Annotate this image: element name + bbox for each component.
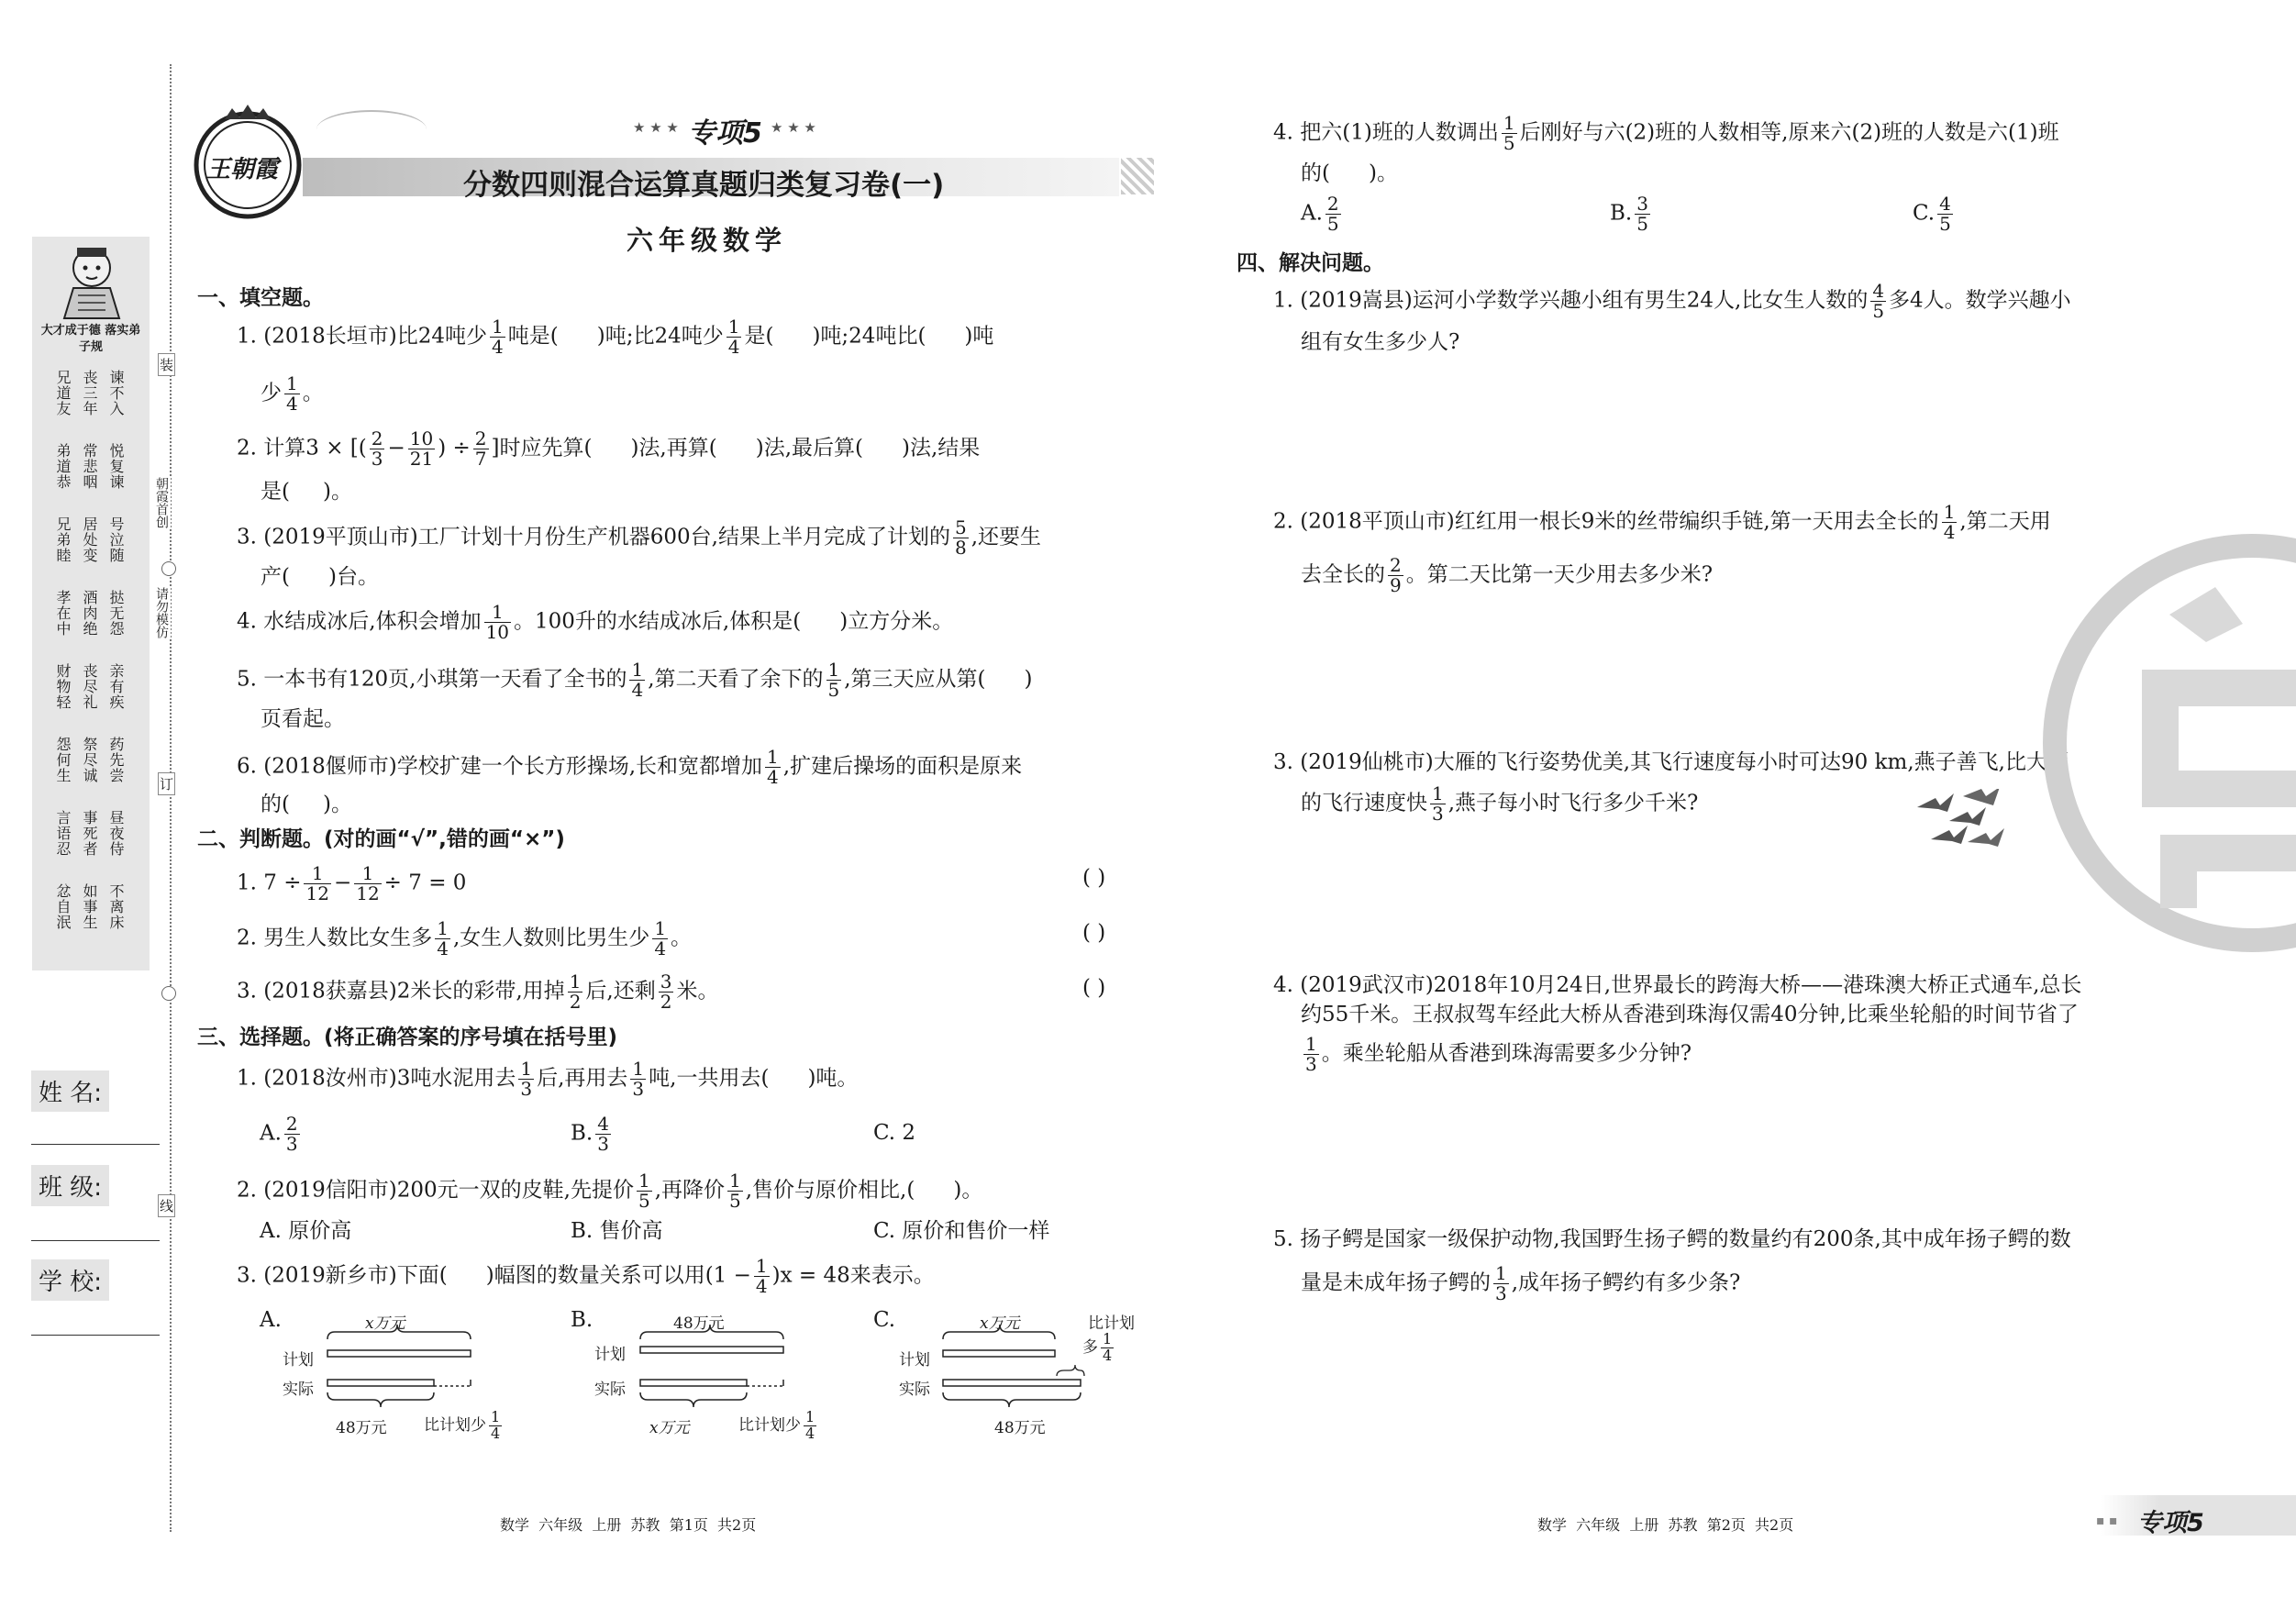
diagram-a-label: A. xyxy=(260,1308,282,1332)
topic-stars-left: ★ ★ ★ xyxy=(633,119,679,136)
poem-col: 如事生 xyxy=(81,883,98,930)
fraction: $\frac{1}{4}$ xyxy=(654,917,667,959)
binding-note: 装 xyxy=(158,353,175,376)
fraction: $\frac{1}{4}$ xyxy=(492,316,504,358)
question-1-6: 6. (2018偃师市)学校扩建一个长方形操场,长和宽都增加 $\frac{1}{4}$ ,扩建后操场的面积是原来 xyxy=(237,746,1023,788)
binding-dotted-line xyxy=(170,64,172,1532)
poem-col: 亲有疾 xyxy=(107,663,125,710)
question-1-4: 4. 水结成冰后,体积会增加 $\frac{1}{10}$ 。100升的水结成冰后,体积是( )立方分米。 xyxy=(237,601,954,643)
question-1-2: 2. 计算3 × [( $\frac{2}{3}$ − $\frac{10}{21}$ ) ÷ $\frac{2}{7}$ ]时应先算( )法,再算( )法,最后算( )法,结果 xyxy=(237,427,981,470)
problem-4-4: 4. (2019武汉市)2018年10月24日,世界最长的跨海大桥——港珠澳大桥正式通车,总长 xyxy=(1273,973,2082,997)
fraction: $\frac{1}{12}$ xyxy=(356,862,380,904)
poem-col: 常悲咽 xyxy=(81,443,98,490)
footer-tab-squares: ▪ ▪ xyxy=(2096,1514,2118,1528)
poem-col: 号泣随 xyxy=(107,516,125,563)
question-3-3: 3. (2019新乡市)下面( )幅图的数量关系可以用(1 − $\frac{1}{4}$ )x = 48来表示。 xyxy=(237,1255,935,1297)
option-c[interactable]: C. $\frac{4}{5}$ xyxy=(1913,193,1951,235)
question-2-1: 1. 7 ÷ $\frac{1}{12}$ − $\frac{1}{12}$ ÷ 7 = 0 xyxy=(237,862,467,904)
poem-col: 怨何生 xyxy=(54,737,72,783)
section-heading: 四、解决问题。 xyxy=(1237,251,1384,275)
poem-col: 孝在中 xyxy=(54,590,72,637)
topic-label: 专项5 xyxy=(688,117,762,150)
question-1-5: 5. 一本书有120页,小琪第一天看了全书的 $\frac{1}{4}$ ,第二天看了余下的 $\frac{1}{5}$ ,第三天应从第( ) xyxy=(237,659,1033,701)
diagram-c-label: C. xyxy=(873,1308,896,1332)
fraction: $\frac{4}{3}$ xyxy=(597,1113,609,1155)
cartoon-image xyxy=(46,240,138,323)
topic-stars-right: ★ ★ ★ xyxy=(771,119,816,136)
poem-col: 悦复谏 xyxy=(107,443,125,490)
fraction: $\frac{1}{4}$ xyxy=(491,1408,501,1442)
fraction: $\frac{4}{5}$ xyxy=(1939,193,1951,235)
question-1-1: 1. (2018长垣市)比24吨少 $\frac{1}{4}$ 吨是( )吨;比24吨少 $\frac{1}{4}$ 是( )吨;24吨比( )吨 xyxy=(237,316,994,358)
footer-left: 数学 六年级 上册 苏教 第1页 共2页 xyxy=(500,1516,757,1534)
fraction: $\frac{1}{5}$ xyxy=(1503,112,1515,154)
school-label: 学 校: xyxy=(31,1259,109,1301)
swallows-illustration xyxy=(1913,789,2013,862)
diagram-c-more: 比计划 xyxy=(1088,1314,1135,1333)
footer-tab: 专项5 xyxy=(2137,1509,2204,1537)
diagram-b-top: 48万元 xyxy=(673,1314,725,1333)
problem-4-2: 2. (2018平顶山市)红红用一根长9米的丝带编织手链,第一天用去全长的 $\frac{1}{4}$ ,第二天用 xyxy=(1273,501,2051,543)
section-heading: 一、填空题。 xyxy=(197,286,324,310)
binding-circle xyxy=(161,561,176,576)
option-b[interactable]: B. 售价高 xyxy=(571,1219,663,1243)
poem-col: 事死者 xyxy=(81,810,98,857)
answer-paren[interactable]: ( ) xyxy=(1082,921,1106,945)
footer-right: 数学 六年级 上册 苏教 第2页 共2页 xyxy=(1537,1516,1794,1534)
fraction: $\frac{1}{4}$ xyxy=(767,746,779,788)
problem-4-4-cont2: $\frac{1}{3}$ 。乘坐轮船从香港到珠海需要多少分钟? xyxy=(1305,1033,1692,1075)
option-c[interactable]: C. 2 xyxy=(873,1121,916,1145)
fraction: $\frac{1}{4}$ xyxy=(631,659,644,701)
fraction: $\frac{1}{4}$ xyxy=(1103,1330,1113,1364)
question-3-1: 1. (2018汝州市)3吨水泥用去 $\frac{1}{3}$ 后,再用去 $\frac{1}{3}$ 吨,一共用去( )吨。 xyxy=(237,1058,859,1100)
fraction: $\frac{2}{3}$ xyxy=(285,1113,298,1155)
problem-4-3-cont: 的飞行速度快 $\frac{1}{3}$ ,燕子每小时飞行多少千米? xyxy=(1301,782,1699,825)
section-heading: 二、判断题。(对的画“√”,错的画“×”) xyxy=(197,827,565,851)
question-3-4-cont: 的( )。 xyxy=(1301,161,1398,185)
poem-col: 财物轻 xyxy=(54,663,72,710)
binding-circle xyxy=(161,986,176,1001)
binding-note: 订 xyxy=(158,772,175,795)
poem-col: 祭尽诚 xyxy=(81,737,98,783)
fraction: $\frac{2}{9}$ xyxy=(1390,554,1402,596)
fraction: $\frac{1}{5}$ xyxy=(729,1170,741,1212)
option-b[interactable]: B. $\frac{3}{5}$ xyxy=(1610,193,1648,235)
fraction: $\frac{1}{4}$ xyxy=(1943,501,1956,543)
poem-col: 弟道恭 xyxy=(54,443,72,490)
question-1-3: 3. (2019平顶山市)工厂计划十月份生产机器600台,结果上半月完成了计划的 $\frac{5}{8}$ ,还要生 xyxy=(237,516,1041,559)
fraction: $\frac{1}{4}$ xyxy=(755,1255,768,1297)
problem-4-5-cont: 量是未成年扬子鳄的 $\frac{1}{3}$ ,成年扬子鳄约有多少条? xyxy=(1301,1262,1741,1304)
fraction: $\frac{1}{5}$ xyxy=(827,659,840,701)
diagram-b-plan: 计划 xyxy=(594,1346,626,1364)
fraction: $\frac{1}{10}$ xyxy=(485,601,510,643)
poem-col: 谏不入 xyxy=(107,370,125,416)
section-heading: 三、选择题。(将正确答案的序号填在括号里) xyxy=(197,1026,618,1049)
poem-col: 挞无怨 xyxy=(107,590,125,637)
diagram-c-top: x万元 xyxy=(980,1314,1020,1333)
diagram-c-more2: 多 $\frac{1}{4}$ xyxy=(1082,1330,1113,1364)
poem-col: 丧三年 xyxy=(81,370,98,416)
poem-col: 不离床 xyxy=(107,883,125,930)
problem-4-5: 5. 扬子鳄是国家一级保护动物,我国野生扬子鳄的数量约有200条,其中成年扬子鳄的数 xyxy=(1273,1227,2071,1251)
problem-4-3: 3. (2019仙桃市)大雁的飞行姿势优美,其飞行速度每小时可达90 km,燕子善飞,比大雁 xyxy=(1273,750,2069,774)
diagram-a-less: 比计划少 $\frac{1}{4}$ xyxy=(424,1408,501,1442)
dot-pattern xyxy=(1121,158,1154,194)
diagram-c-plan: 计划 xyxy=(899,1351,930,1370)
page-title: 分数四则混合运算真题归类复习卷(一) xyxy=(463,169,945,202)
fraction: $\frac{5}{8}$ xyxy=(954,516,967,559)
question-1-2-cont: 是( )。 xyxy=(261,480,352,504)
poem-col: 药先尝 xyxy=(107,737,125,783)
fraction: $\frac{4}{5}$ xyxy=(1872,280,1885,322)
poem-col: 昼夜侍 xyxy=(107,810,125,857)
option-a[interactable]: A. $\frac{2}{5}$ xyxy=(1301,193,1339,235)
binding-note: 朝霞首创 xyxy=(154,477,169,528)
diagram-a-actual: 实际 xyxy=(283,1381,314,1399)
binding-note: 请勿模仿 xyxy=(154,587,169,638)
problem-4-4-cont: 约55千米。王叔叔驾车经此大桥从香港到珠海仅需40分钟,比乘坐轮船的时间节省了 xyxy=(1301,1003,2079,1026)
fraction: $\frac{1}{3}$ xyxy=(632,1058,645,1100)
problem-4-1: 1. (2019嵩县)运河小学数学兴趣小组有男生24人,比女生人数的 $\frac{4}{5}$ 多4人。数学兴趣小 xyxy=(1273,280,2071,322)
question-3-2: 2. (2019信阳市)200元一双的皮鞋,先提价 $\frac{1}{5}$ ,再降价 $\frac{1}{5}$ ,售价与原价相比,( )。 xyxy=(237,1170,983,1212)
poem-col: 兄道友 xyxy=(54,370,72,416)
poem-col: 酒肉绝 xyxy=(81,590,98,637)
option-a[interactable]: A. $\frac{2}{3}$ xyxy=(260,1113,298,1155)
diagram-c-bottom: 48万元 xyxy=(994,1419,1046,1437)
fraction: $\frac{10}{21}$ xyxy=(409,427,434,470)
cartoon-caption: 大才成于德 落实弟子规 xyxy=(40,324,141,354)
problem-4-1-cont: 组有女生多少人? xyxy=(1301,330,1460,354)
diagram-b-actual: 实际 xyxy=(594,1381,626,1399)
fraction: $\frac{1}{3}$ xyxy=(1432,782,1444,825)
page-subtitle: 六年级数学 xyxy=(627,225,788,256)
option-c[interactable]: C. 原价和售价一样 xyxy=(873,1219,1050,1243)
answer-paren[interactable]: ( ) xyxy=(1082,976,1106,1000)
fraction: $\frac{1}{4}$ xyxy=(727,316,740,358)
question-1-3-cont: 产( )台。 xyxy=(261,565,379,589)
diagram-a-bottom: 48万元 xyxy=(336,1419,387,1437)
problem-4-2-cont: 去全长的 $\frac{2}{9}$ 。第二天比第一天少用去多少米? xyxy=(1301,554,1714,596)
diagram-a-lines xyxy=(326,1321,472,1422)
fraction: $\frac{1}{3}$ xyxy=(1305,1033,1317,1075)
option-a[interactable]: A. 原价高 xyxy=(260,1219,352,1243)
diagram-b-label: B. xyxy=(571,1308,593,1332)
question-1-1-cont: 少 $\frac{1}{4}$ 。 xyxy=(261,372,324,415)
fraction: $\frac{1}{3}$ xyxy=(520,1058,533,1100)
fraction: $\frac{2}{7}$ xyxy=(474,427,487,470)
class-label: 班 级: xyxy=(31,1165,109,1206)
poem-col: 忿自泯 xyxy=(54,883,72,930)
question-2-2: 2. 男生人数比女生多 $\frac{1}{4}$ ,女生人数则比男生少 $\frac{1}{4}$ 。 xyxy=(237,917,693,959)
poem-col: 居处变 xyxy=(81,516,98,563)
name-label: 姓 名: xyxy=(31,1070,109,1112)
ribbon-decoration xyxy=(316,110,427,149)
diagram-a-plan: 计划 xyxy=(283,1351,314,1370)
class-field[interactable] xyxy=(31,1240,160,1241)
fraction: $\frac{1}{4}$ xyxy=(286,372,298,415)
question-1-5-cont: 页看起。 xyxy=(261,707,345,731)
binding-note: 线 xyxy=(158,1194,175,1217)
logo-text: 王朝霞 xyxy=(206,156,279,183)
fraction: $\frac{3}{2}$ xyxy=(660,970,672,1013)
fraction: $\frac{1}{3}$ xyxy=(1495,1262,1507,1304)
diagram-c-lines xyxy=(941,1321,1125,1422)
question-3-4: 4. 把六(1)班的人数调出 $\frac{1}{5}$ 后刚好与六(2)班的人数相等,原来六(2)班的人数是六(1)班 xyxy=(1273,112,2059,154)
watermark-seal xyxy=(2032,532,2296,954)
fraction: $\frac{3}{5}$ xyxy=(1636,193,1648,235)
answer-paren[interactable]: ( ) xyxy=(1082,866,1106,890)
poem-col: 兄弟睦 xyxy=(54,516,72,563)
question-2-3: 3. (2018获嘉县)2米长的彩带,用掉 $\frac{1}{2}$ 后,还剩 $\frac{3}{2}$ 米。 xyxy=(237,970,719,1013)
fraction: $\frac{2}{3}$ xyxy=(371,427,383,470)
fraction: $\frac{1}{4}$ xyxy=(437,917,449,959)
diagram-b-less: 比计划少 $\frac{1}{4}$ xyxy=(738,1408,815,1442)
poem-col: 言语忍 xyxy=(54,810,72,857)
fraction: $\frac{1}{2}$ xyxy=(569,970,582,1013)
fraction: $\frac{2}{5}$ xyxy=(1326,193,1339,235)
fraction: $\frac{1}{4}$ xyxy=(805,1408,815,1442)
question-1-6-cont: 的( )。 xyxy=(261,793,352,816)
diagram-b-lines xyxy=(638,1321,785,1422)
diagram-c-actual: 实际 xyxy=(899,1381,930,1399)
fraction: $\frac{1}{12}$ xyxy=(305,862,329,904)
school-field[interactable] xyxy=(31,1335,160,1336)
option-b[interactable]: B. $\frac{4}{3}$ xyxy=(571,1113,609,1155)
fraction: $\frac{1}{5}$ xyxy=(638,1170,650,1212)
poem-col: 丧尽礼 xyxy=(81,663,98,710)
name-field[interactable] xyxy=(31,1144,160,1145)
diagram-b-bottom: x万元 xyxy=(649,1419,690,1437)
diagram-a-top: x万元 xyxy=(365,1314,405,1333)
